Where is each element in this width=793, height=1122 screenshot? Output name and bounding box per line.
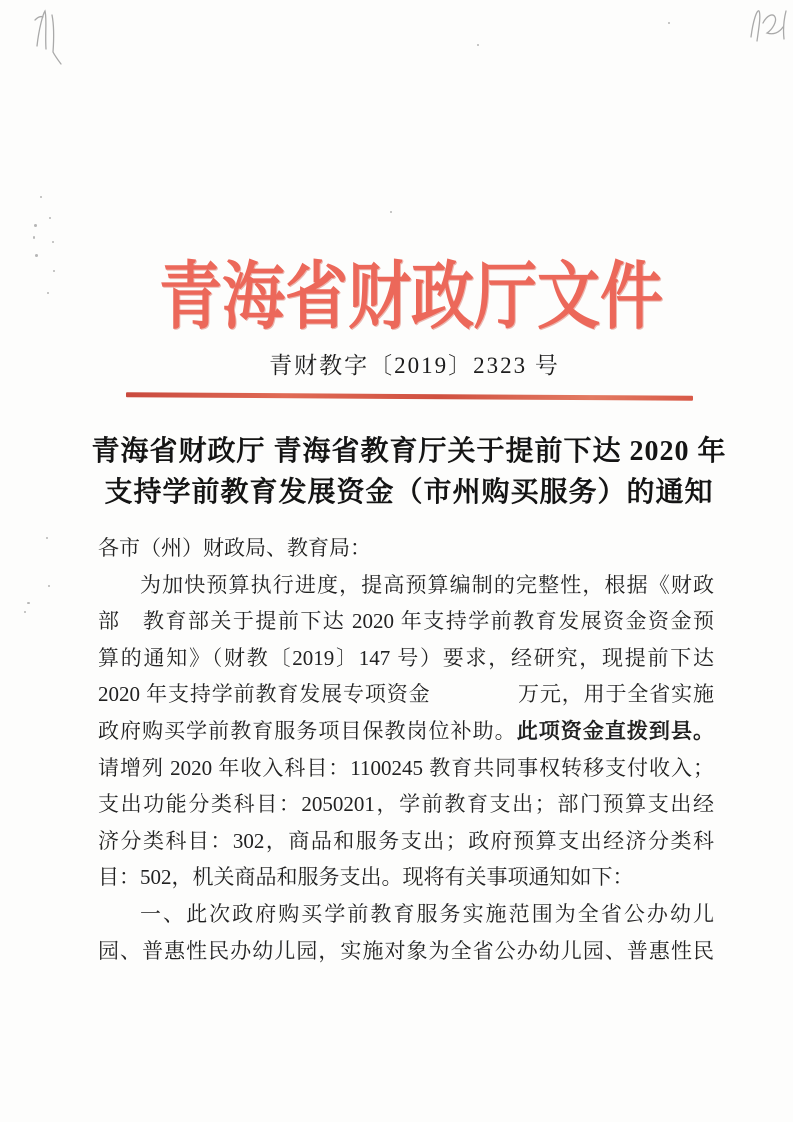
body-line: 2020 年支持学前教育发展专项资金 万元，用于全省实施 [98, 682, 714, 707]
body-line: 为加快预算执行进度，提高预算编制的完整性，根据《财政 [140, 572, 714, 597]
body-line: 算的通知》（财教〔2019〕147 号）要求，经研究，现提前下达 [98, 645, 714, 670]
handwritten-mark-right [746, 3, 792, 53]
handwritten-mark-left [30, 4, 76, 66]
body-text: 政府购买学前教育服务项目保教岗位补助。 [98, 718, 517, 743]
doc-number: 青财教字〔2019〕2323 号 [269, 353, 560, 378]
document-title [48, 431, 770, 513]
scan-speckle [390, 211, 392, 213]
scan-speckle [668, 22, 670, 24]
body-line [98, 713, 714, 750]
agency-header [0, 238, 793, 338]
scan-speckle [477, 44, 479, 46]
body-line: 部 教育部关于提前下达 2020 年支持学前教育发展资金资金预 [98, 609, 714, 634]
body-line: 一、此次政府购买学前教育服务实施范围为全省公办幼儿 [140, 901, 714, 926]
red-separator-rule [126, 392, 693, 400]
scan-speckle [40, 196, 42, 198]
salutation: 各市（州）财政局、教育局： [98, 536, 371, 560]
body-line: 支出功能分类科目：2050201，学前教育支出；部门预算支出经 [98, 792, 714, 817]
document-body [98, 530, 714, 969]
document-title-line2: 支持学前教育发展资金（市州购买服务）的通知 [104, 477, 714, 508]
scan-speckle [48, 585, 50, 587]
body-line: 请增列 2020 年收入科目：1100245 教育共同事权转移支付收入； [98, 755, 714, 780]
agency-header-text: 青海省财政厅文件 [159, 256, 663, 338]
document-title-line1: 青海省财政厅 青海省教育厅关于提前下达 2020 年 [91, 436, 727, 467]
body-line: 园、普惠性民办幼儿园，实施对象为全省公办幼儿园、普惠性民 [98, 938, 714, 963]
body-line: 目：502，机关商品和服务支出。现将有关事项通知如下： [98, 865, 634, 890]
scan-speckle [46, 537, 48, 539]
scan-speckle [27, 602, 30, 604]
scan-speckle [34, 224, 37, 227]
bold-emphasis: 此项资金直拨到县。 [516, 718, 714, 743]
scan-speckle [49, 217, 51, 219]
scan-speckle [24, 611, 26, 613]
body-line: 济分类科目：302，商品和服务支出；政府预算支出经济分类科 [98, 828, 714, 853]
